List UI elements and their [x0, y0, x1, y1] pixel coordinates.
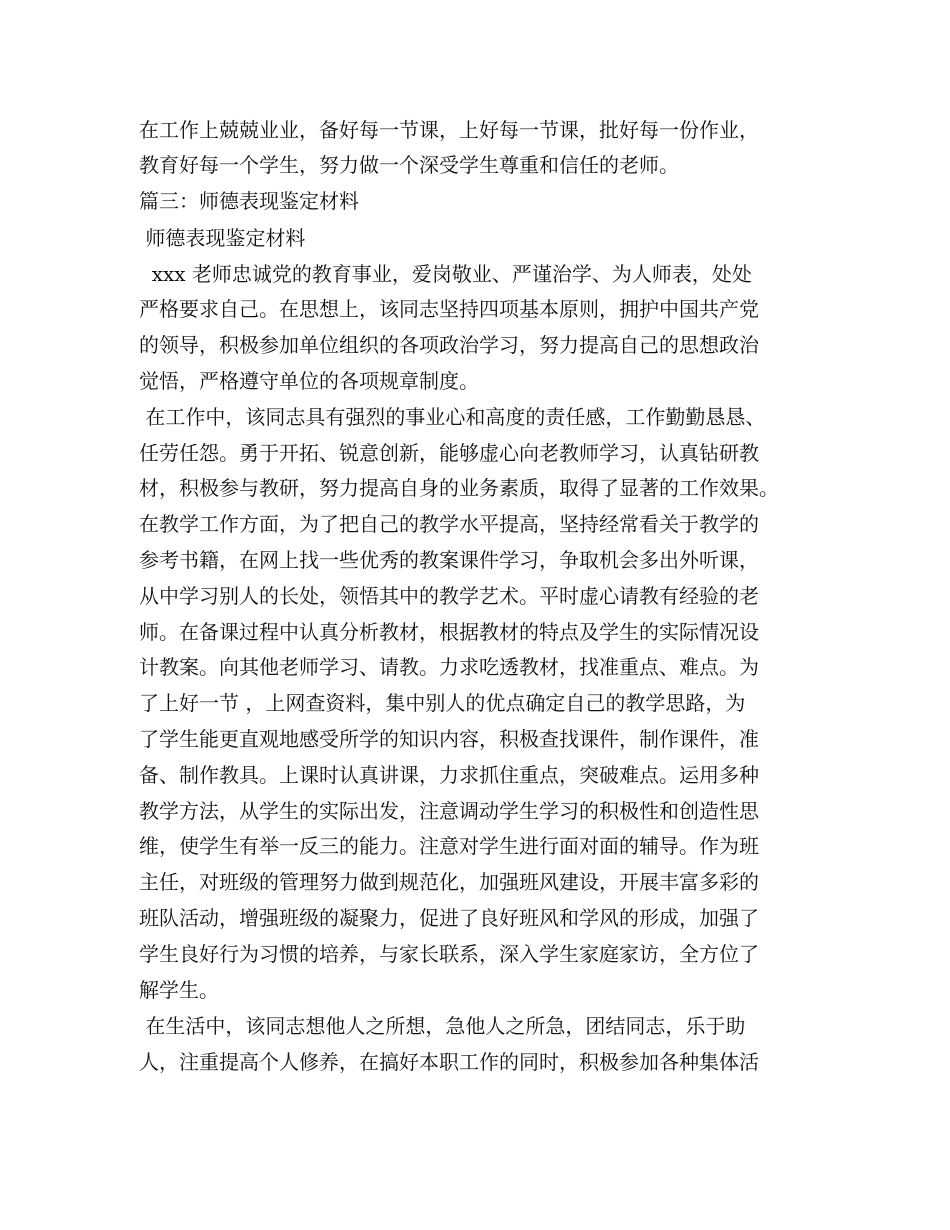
text-line: 的领导，积极参加单位组织的各项政治学习，努力提高自己的思想政治 [139, 333, 759, 357]
text-line: 计教案。向其他老师学习、请教。力求吃透教材，找准重点、难点。为 [139, 655, 759, 679]
text-line: 教育好每一个学生，努力做一个深受学生尊重和信任的老师。 [139, 153, 679, 177]
text-line: xxx 老师忠诚党的教育事业，爱岗敬业、严谨治学、为人师表，处处 [139, 262, 752, 286]
text-line: 教学方法，从学生的实际出发，注意调动学生学习的积极性和创造性思 [139, 799, 759, 823]
text-line: 人，注重提高个人修养，在搞好本职工作的同时，积极参加各种集体活 [139, 1050, 759, 1074]
text-line: 维，使学生有举一反三的能力。注意对学生进行面对面的辅导。作为班 [139, 834, 759, 858]
text-line: 在生活中，该同志想他人之所想，急他人之所急，团结同志，乐于助 [139, 1014, 746, 1038]
text-line: 了学生能更直观地感受所学的知识内容，积极查找课件，制作课件，准 [139, 727, 759, 751]
text-line: 参考书籍，在网上找一些优秀的教案课件学习，争取机会多出外听课， [139, 548, 759, 572]
section-heading: 篇三：师德表现鉴定材料 [139, 189, 359, 213]
text-line: 了上好一节 ，上网查资料，集中别人的优点确定自己的教学思路，为 [139, 691, 746, 715]
text-line: 解学生。 [139, 978, 219, 1002]
text-line: 班队活动，增强班级的凝聚力，促进了良好班风和学风的形成，加强了 [139, 906, 759, 930]
text-line: 从中学习别人的长处，领悟其中的教学艺术。平时虚心请教有经验的老 [139, 584, 759, 608]
text-line: 学生良好行为习惯的培养，与家长联系，深入学生家庭家访，全方位了 [139, 942, 759, 966]
text-line: 觉悟，严格遵守单位的各项规章制度。 [139, 369, 479, 393]
text-line: 材，积极参与教研，努力提高自身的业务素质，取得了显著的工作效果。 [139, 476, 779, 500]
section-title: 师德表现鉴定材料 [139, 226, 306, 250]
text-line: 任劳任怨。勇于开拓、锐意创新，能够虚心向老教师学习，认真钻研教 [139, 441, 759, 465]
text-line: 备、制作教具。上课时认真讲课，力求抓住重点，突破难点。运用多种 [139, 763, 759, 787]
text-line: 师。在备课过程中认真分析教材，根据教材的特点及学生的实际情况设 [139, 620, 759, 644]
text-line: 在工作中，该同志具有强烈的事业心和高度的责任感，工作勤勤恳恳、 [139, 405, 766, 429]
text-line: 严格要求自己。在思想上，该同志坚持四项基本原则，拥护中国共产党 [139, 297, 759, 321]
text-line: 在工作上兢兢业业，备好每一节课，上好每一节课，批好每一份作业， [139, 118, 759, 142]
text-line: 主任，对班级的管理努力做到规范化，加强班风建设，开展丰富多彩的 [139, 870, 759, 894]
text-line: 在教学工作方面，为了把自己的教学水平提高，坚持经常看关于教学的 [139, 512, 759, 536]
